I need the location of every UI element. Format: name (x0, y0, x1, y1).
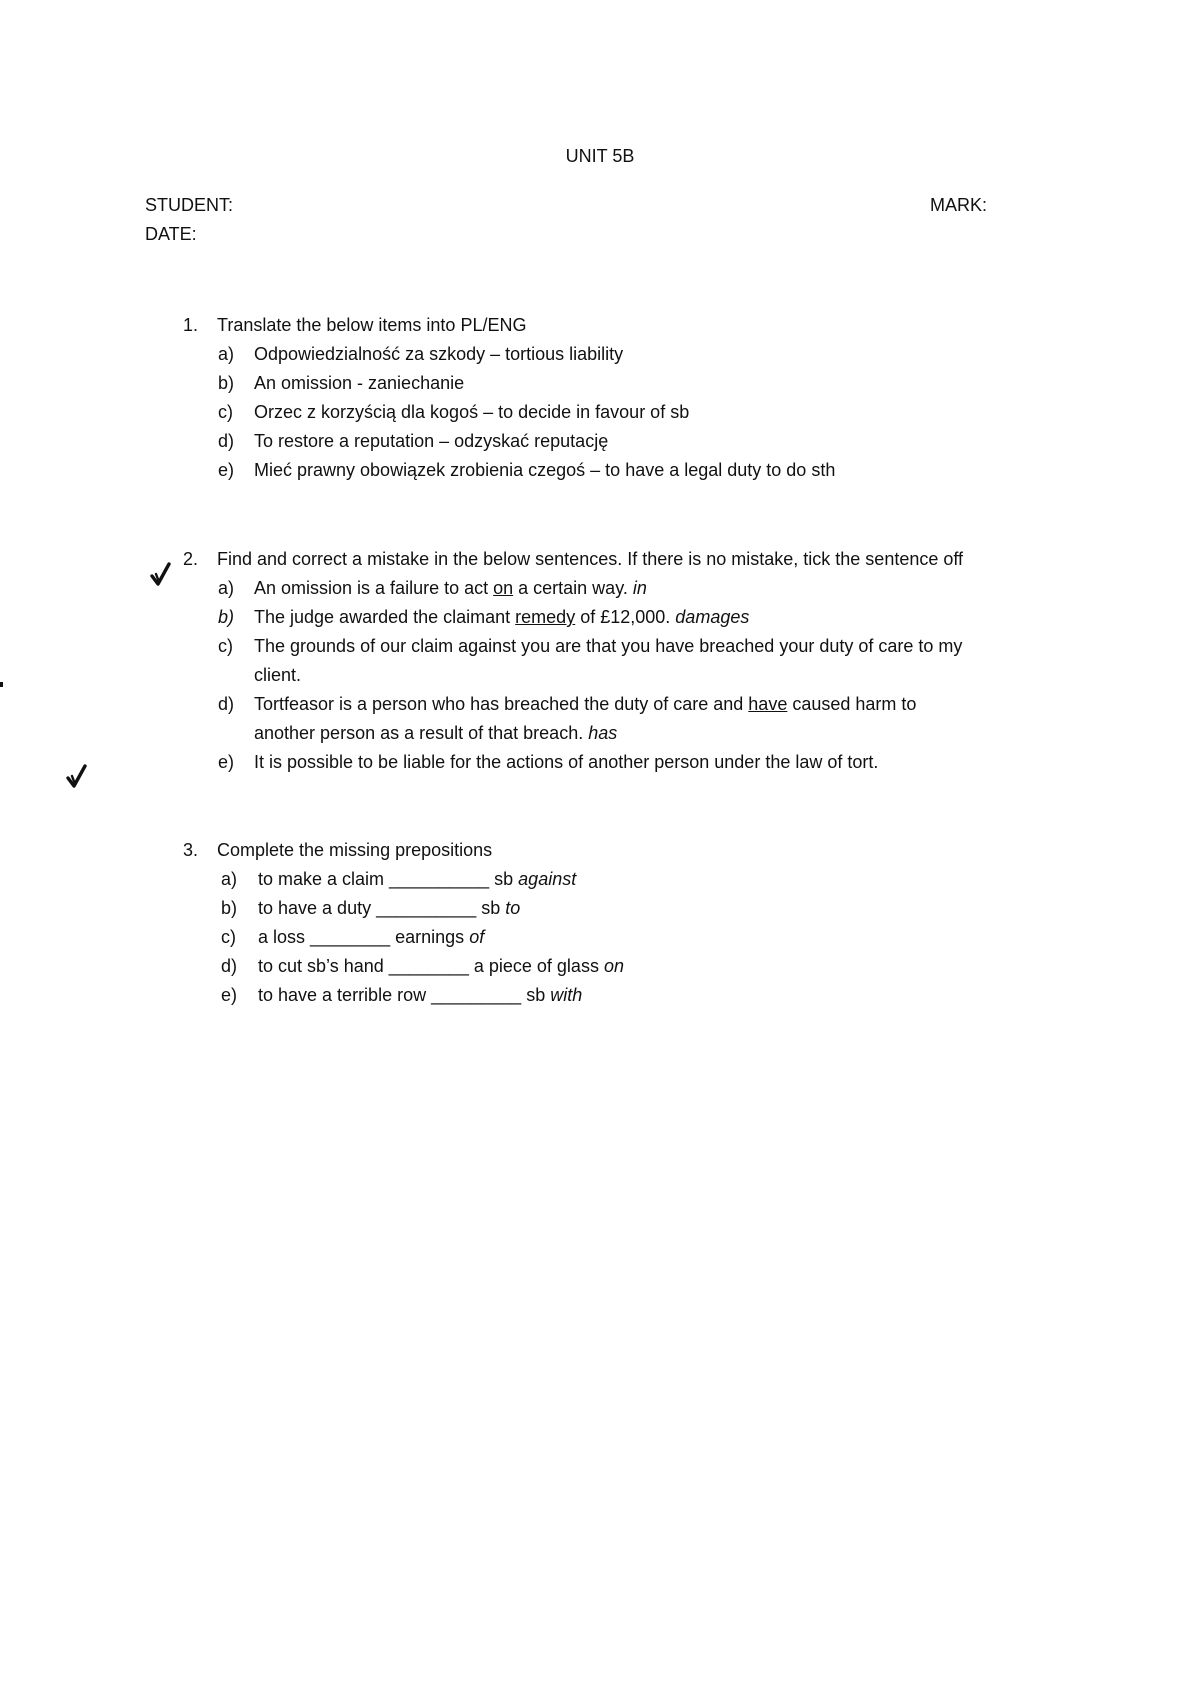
underlined-word: on (493, 578, 514, 598)
item-letter: d) (218, 431, 235, 451)
item-text: to have a duty __________ sb to (258, 898, 521, 918)
item-letter: b) (218, 373, 235, 393)
section-number: 2. (182, 549, 198, 569)
handwritten-correction: has (588, 723, 618, 743)
item-text: another person as a result of that breach. has (254, 723, 618, 743)
item-letter: c) (218, 402, 233, 422)
item-letter: c) (218, 636, 233, 656)
section-number: 3. (182, 840, 198, 860)
item-letter: a) (218, 344, 235, 364)
item-letter: e) (221, 985, 238, 1005)
handwritten-correction: in (632, 578, 647, 598)
student-label: STUDENT: (145, 195, 234, 215)
section-instruction: Find and correct a mistake in the below sentences. If there is no mistake, tick the sentence off (217, 549, 964, 569)
item-letter: a) (221, 869, 238, 889)
item-letter: e) (218, 460, 235, 480)
item-letter: a) (218, 578, 235, 598)
checkmark-icon (150, 562, 172, 588)
ink-mark (0, 682, 3, 687)
handwritten-answer: against (518, 869, 577, 889)
item-text: a loss ________ earnings of (258, 927, 485, 947)
item-text: An omission is a failure to act on a certain way. in (254, 578, 647, 598)
answer-blank: ________ (310, 927, 391, 947)
handwritten-answer: with (550, 985, 583, 1005)
section-instruction: Complete the missing prepositions (217, 840, 493, 860)
item-text: An omission - zaniechanie (254, 373, 465, 393)
item-text: to have a terrible row _________ sb with (258, 985, 583, 1005)
item-text: The judge awarded the claimant remedy of £12,000. damages (254, 607, 750, 627)
item-text: Orzec z korzyścią dla kogoś – to decide in favour of sb (254, 402, 690, 422)
handwritten-answer: to (505, 898, 521, 918)
section-instruction: Translate the below items into PL/ENG (217, 315, 527, 335)
item-text: To restore a reputation – odzyskać reputację (254, 431, 609, 451)
item-letter: e) (218, 752, 235, 772)
item-text: It is possible to be liable for the actions of another person under the law of tort. (254, 752, 879, 772)
answer-blank: __________ (389, 869, 490, 889)
item-text: to make a claim __________ sb against (258, 869, 577, 889)
underlined-word: remedy (515, 607, 576, 627)
item-text: to cut sb’s hand ________ a piece of glass on (258, 956, 624, 976)
item-letter: b) (218, 607, 235, 627)
item-text: client. (254, 665, 302, 685)
checkmark-icon (66, 764, 88, 790)
item-letter: d) (221, 956, 238, 976)
handwritten-answer: on (603, 956, 624, 976)
item-letter: c) (221, 927, 236, 947)
handwritten-correction: damages (675, 607, 750, 627)
mark-label: MARK: (930, 195, 988, 215)
section-number: 1. (182, 315, 198, 335)
answer-blank: __________ (376, 898, 477, 918)
item-text: Odpowiedzialność za szkody – tortious liability (254, 344, 624, 364)
item-letter: d) (218, 694, 235, 714)
answer-blank: _________ (431, 985, 522, 1005)
item-text: Tortfeasor is a person who has breached the duty of care and have caused harm to (254, 694, 917, 714)
answer-blank: ________ (388, 956, 469, 976)
item-text: Mieć prawny obowiązek zrobienia czegoś – to have a legal duty to do sth (254, 460, 836, 480)
item-text: The grounds of our claim against you are that you have breached your duty of care to my (254, 636, 963, 656)
underlined-word: have (748, 694, 788, 714)
date-label: DATE: (145, 224, 197, 244)
item-letter: b) (221, 898, 238, 918)
handwritten-answer: of (469, 927, 485, 947)
page-title: UNIT 5B (565, 146, 635, 166)
